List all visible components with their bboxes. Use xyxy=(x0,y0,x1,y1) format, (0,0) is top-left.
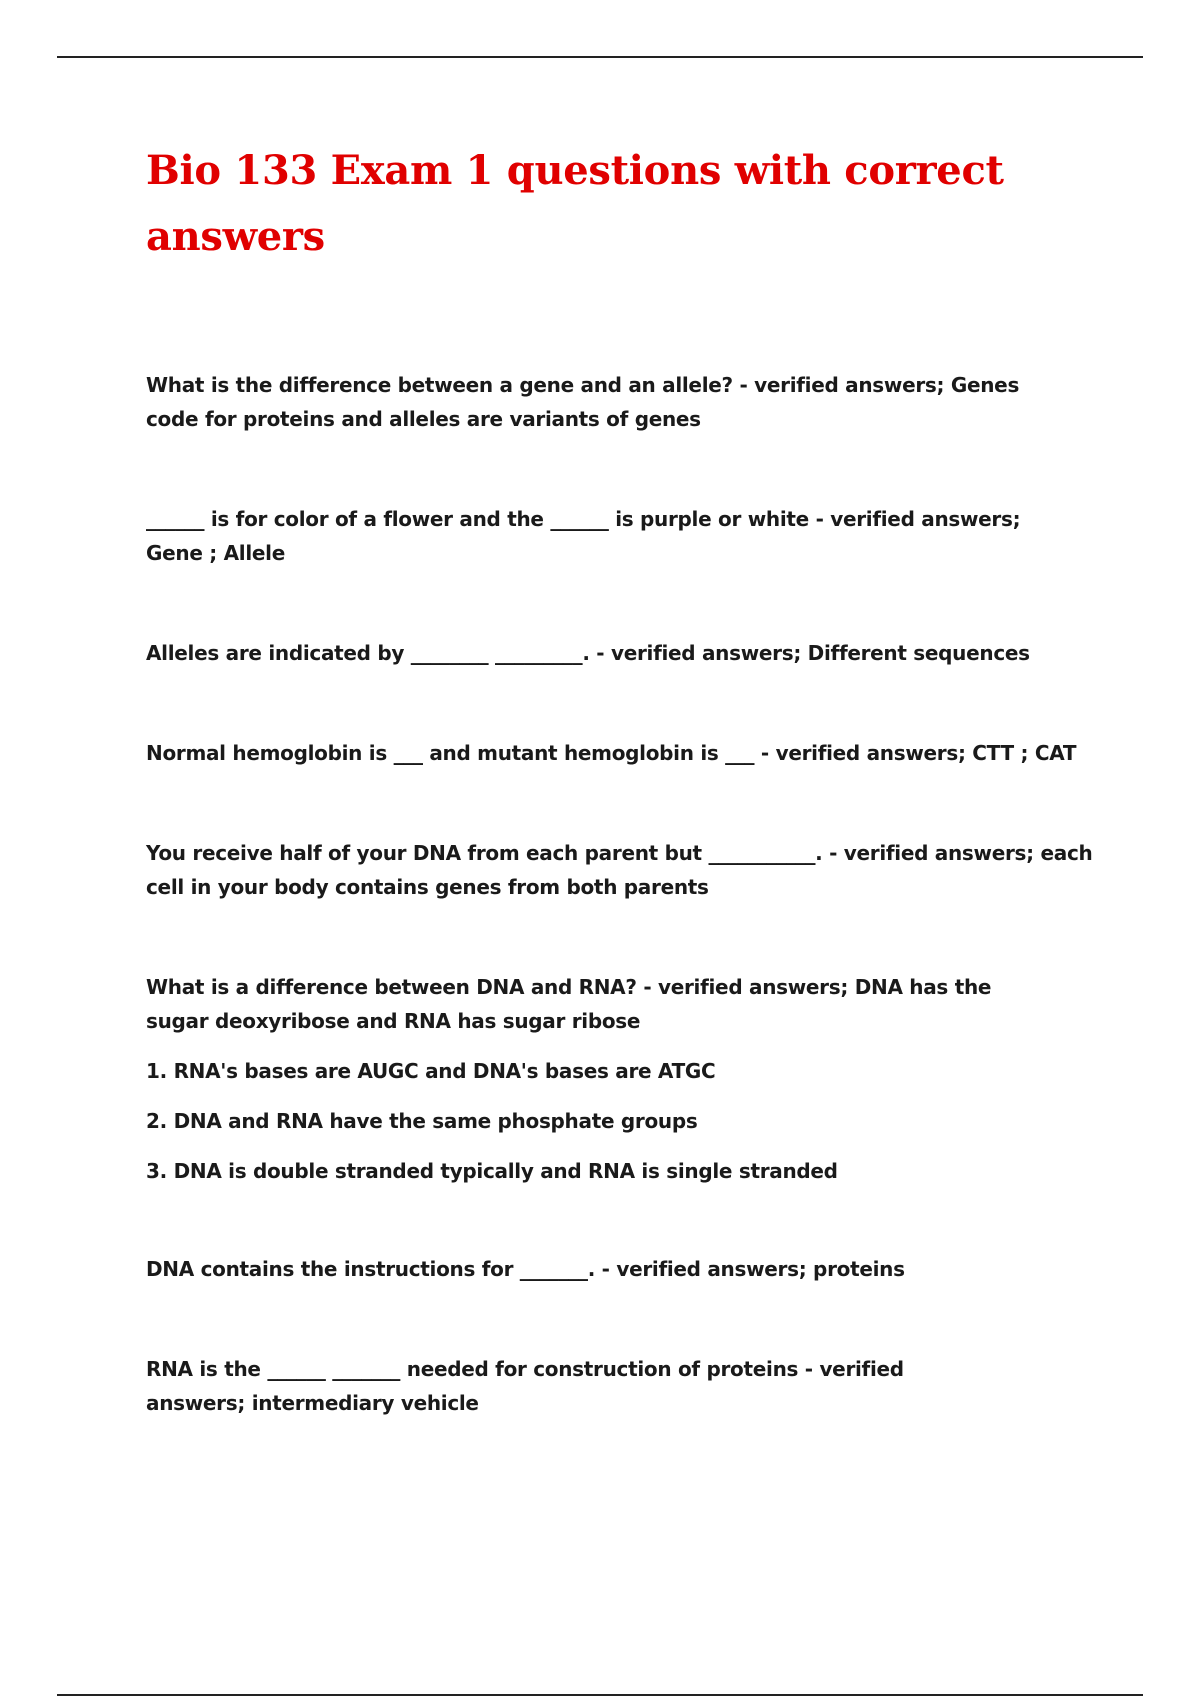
qa-item-8: RNA is the ______ _______ needed for construction of proteins - verified answers; intermediary vehicle xyxy=(146,1357,904,1415)
qa-item-4: Normal hemoglobin is ___ and mutant hemoglobin is ___ - verified answers; CTT ; CAT xyxy=(146,741,1077,765)
list-item: 1. RNA's bases are AUGC and DNA's bases are ATGC xyxy=(146,1059,716,1083)
qa-item-7: DNA contains the instructions for _______. - verified answers; proteins xyxy=(146,1257,905,1281)
document-body xyxy=(146,138,1106,1420)
header-rule xyxy=(57,56,1143,58)
qa-item-3: Alleles are indicated by ________ _________. - verified answers; Different sequences xyxy=(146,641,1030,665)
document-title: Bio 133 Exam 1 questions with correct answers xyxy=(146,147,1004,260)
qa-item-2: ______ is for color of a flower and the ______ is purple or white - verified answers; Gene ; Allele xyxy=(146,507,1021,565)
footer-rule xyxy=(57,1694,1143,1696)
qa-item-6: What is a difference between DNA and RNA? - verified answers; DNA has the sugar deoxyribose and RNA has sugar ribose xyxy=(146,975,992,1033)
qa-item-1: What is the difference between a gene and an allele? - verified answers; Genes code for proteins and alleles are variants of genes xyxy=(146,373,1020,431)
qa-item-5: You receive half of your DNA from each parent but ___________. - verified answers; each cell in your body contains genes from both parents xyxy=(146,841,1093,899)
list-item: 3. DNA is double stranded typically and RNA is single stranded xyxy=(146,1159,838,1183)
list-item: 2. DNA and RNA have the same phosphate groups xyxy=(146,1109,698,1133)
